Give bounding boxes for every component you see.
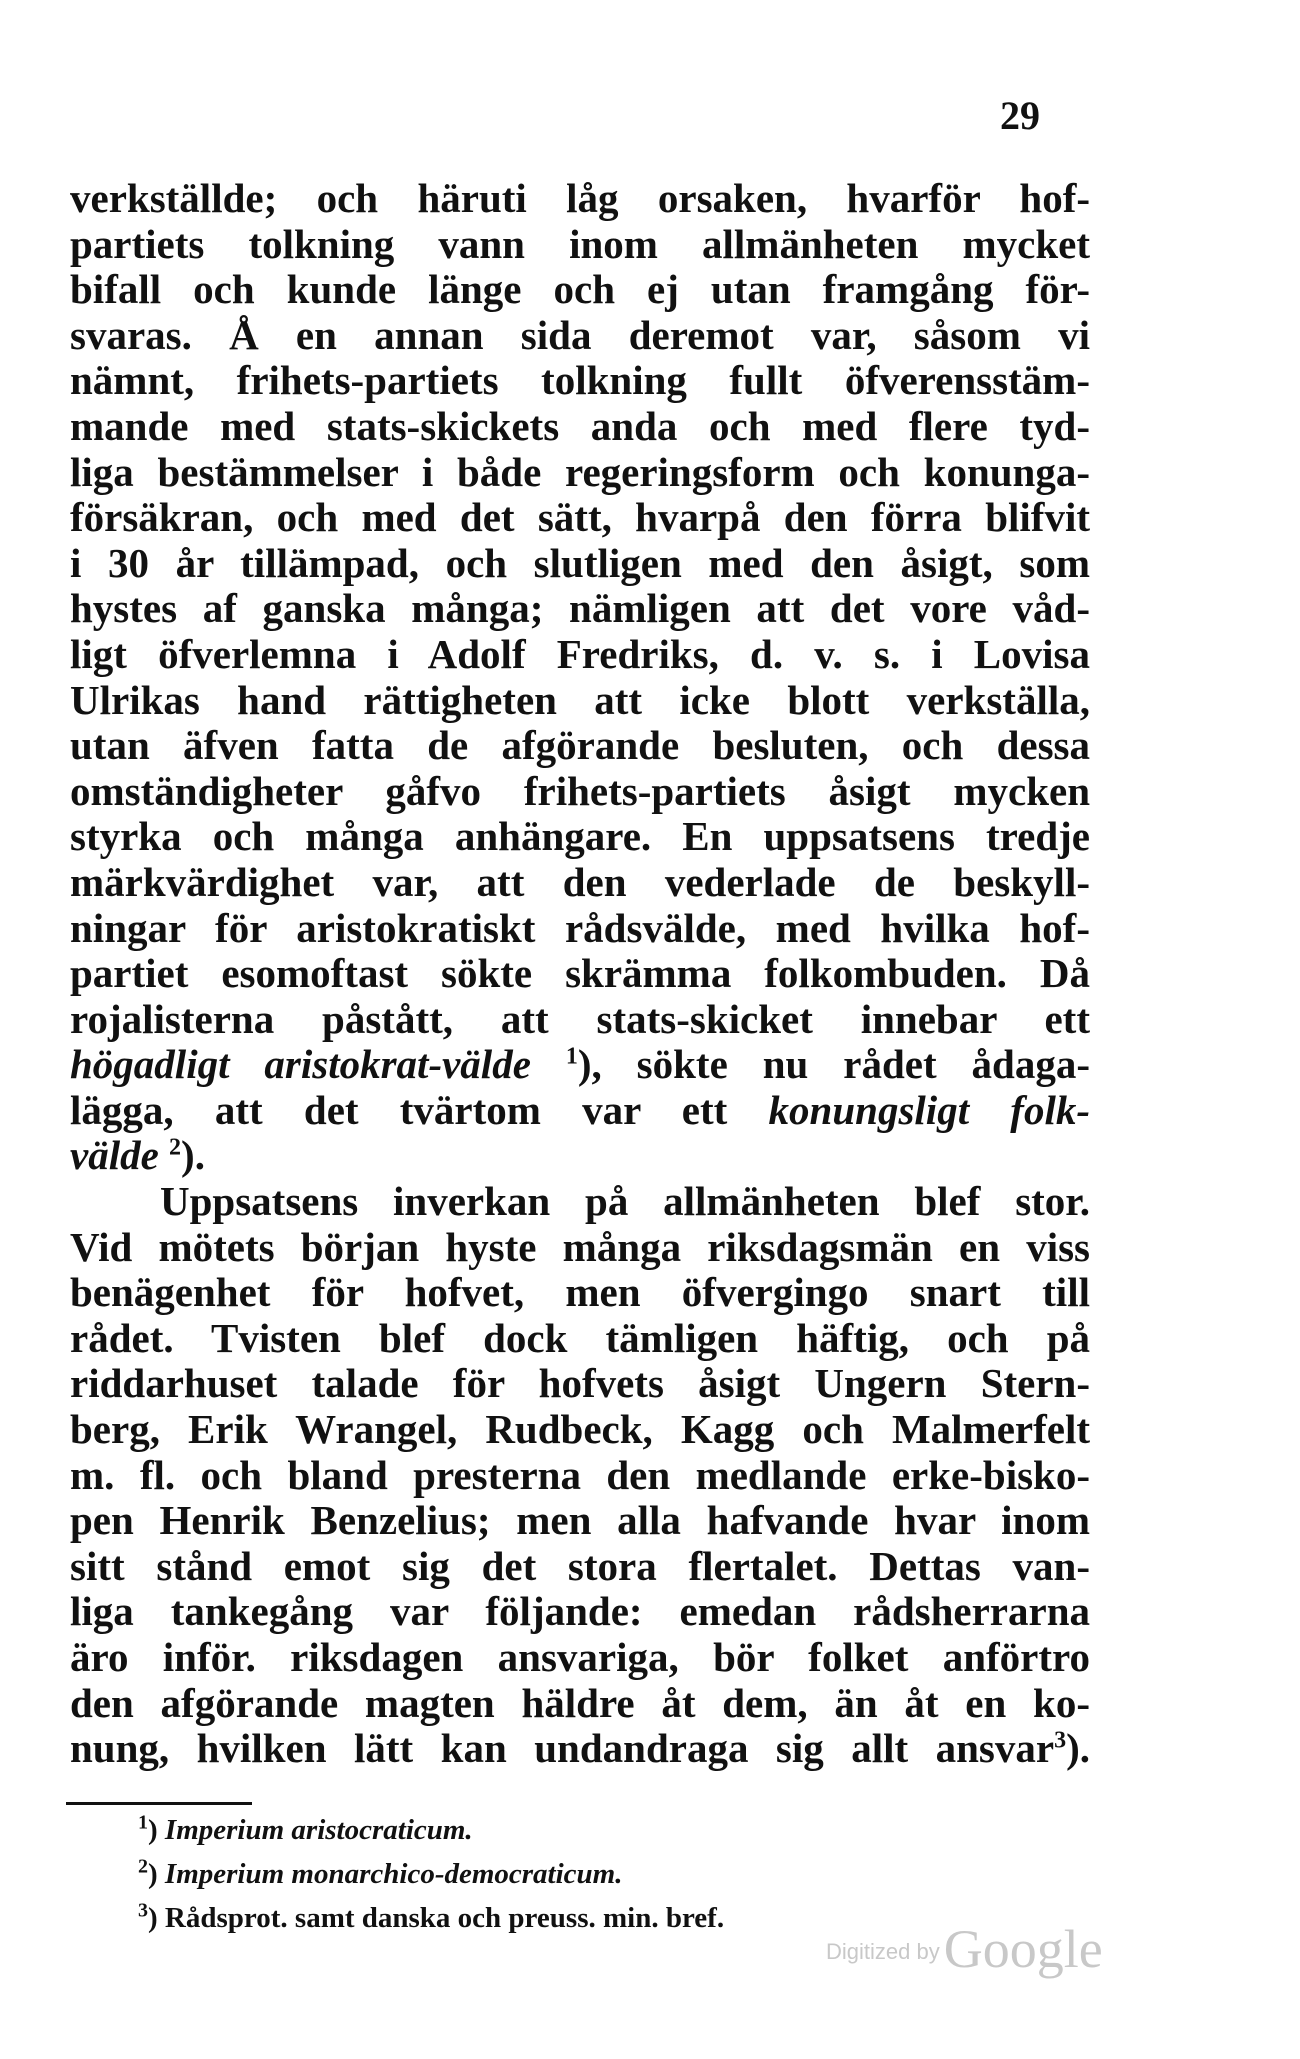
text-line: liga tankegång var följande: emedan rådsherrarna xyxy=(70,1588,1090,1635)
text-line: partiets tolkning vann inom allmänheten mycket xyxy=(70,220,1090,267)
text-line: ligt öfverlemna i Adolf Fredriks, d. v. s. i Lovisa xyxy=(70,630,1090,677)
italic-phrase: välde xyxy=(70,1132,159,1179)
footnote-paren: ) xyxy=(148,1902,158,1934)
text-line: omständigheter gåfvo frihets-partiets åsigt mycken xyxy=(70,767,1090,814)
google-logo: Google xyxy=(943,1919,1103,1979)
text-line: m. fl. och bland presterna den medlande erke-bisko- xyxy=(70,1451,1090,1498)
text-segment: ). xyxy=(1066,1725,1090,1772)
text-line: rådet. Tvisten blef dock tämligen häftig, och på xyxy=(70,1314,1090,1361)
text-line: märkvärdighet var, att den vederlade de beskyll- xyxy=(70,858,1090,905)
watermark-prefix: Digitized by xyxy=(826,1939,940,1964)
text-line: hystes af ganska många; nämligen att det vore våd- xyxy=(70,585,1090,632)
page-number: 29 xyxy=(1000,93,1040,138)
text-line: pen Henrik Benzelius; men alla hafvande hvar inom xyxy=(70,1497,1090,1544)
text-line: försäkran, och med det sätt, hvarpå den förra blifvit xyxy=(70,494,1090,541)
text-line xyxy=(70,1042,1090,1088)
text-line: riddarhuset talade för hofvets åsigt Ungern Stern- xyxy=(70,1360,1090,1407)
text-line: rojalisterna påstått, att stats-skicket innebar ett xyxy=(70,995,1090,1042)
text-line: liga bestämmelser i både regeringsform och konunga- xyxy=(70,448,1090,495)
text-line: verkställde; och häruti låg orsaken, hvarför hof- xyxy=(70,175,1090,221)
text-line: utan äfven fatta de afgörande besluten, och dessa xyxy=(70,722,1090,769)
text-line: benägenhet för hofvet, men öfvergingo snart till xyxy=(70,1269,1090,1316)
text-line: bifall och kunde länge och ej utan framgång för- xyxy=(70,266,1090,313)
text-line: äro inför. riksdagen ansvariga, bör folket anförtro xyxy=(70,1634,1090,1680)
body-text xyxy=(70,176,1090,1772)
text-line: styrka och många anhängare. En uppsatsens tredje xyxy=(70,813,1090,860)
text-line: nämnt, frihets-partiets tolkning fullt öfverensstäm- xyxy=(70,357,1090,404)
text-line: svaras. Å en annan sida deremot var, såsom vi xyxy=(70,311,1090,358)
footnote-text: Imperium aristocraticum. xyxy=(164,1814,473,1846)
text-line: i 30 år tillämpad, och slutligen med den åsigt, som xyxy=(70,539,1090,586)
text-line xyxy=(70,1088,1090,1134)
footnote-text: Rådsprot. samt danska och preuss. min. bref. xyxy=(164,1902,725,1934)
text-segment: nung, hvilken lätt kan undandraga sig allt ansvar xyxy=(70,1725,1055,1772)
digitized-watermark xyxy=(826,1918,1103,1980)
italic-phrase: högadligt aristokrat-välde xyxy=(70,1041,531,1088)
text-segment: lägga, att det tvärtom var ett xyxy=(70,1086,769,1133)
text-line: Vid mötets början hyste många riksdagsmän en viss xyxy=(70,1223,1090,1270)
footnote-reference: 2 xyxy=(169,1134,182,1161)
text-line: mande med stats-skickets anda och med flere tyd- xyxy=(70,402,1090,449)
footnote-reference: 3 xyxy=(1054,1727,1067,1754)
italic-phrase: konungsligt folk- xyxy=(768,1086,1090,1133)
footnote-text: Imperium monarchico-democraticum. xyxy=(164,1858,623,1890)
footnote xyxy=(138,1896,724,1940)
text-line: ningar för aristokratiskt rådsvälde, med hvilka hof- xyxy=(70,904,1090,951)
footnote-marker: 2 xyxy=(138,1855,148,1878)
text-segment: ), sökte nu rådet ådaga- xyxy=(577,1041,1090,1088)
text-line: berg, Erik Wrangel, Rudbeck, Kagg och Malmerfelt xyxy=(70,1406,1090,1453)
footnote-reference: 1 xyxy=(565,1043,578,1070)
text-line xyxy=(70,1726,1090,1772)
footnote-paren: ) xyxy=(148,1858,158,1890)
footnote xyxy=(138,1852,724,1896)
text-line: Ulrikas hand rättigheten att icke blott verkställa, xyxy=(70,676,1090,723)
footnote xyxy=(138,1808,724,1852)
text-line xyxy=(70,1133,1090,1179)
footnote-paren: ) xyxy=(148,1814,158,1846)
footnote-marker: 3 xyxy=(138,1899,148,1922)
text-line: Uppsatsens inverkan på allmänheten blef stor. xyxy=(160,1178,1090,1225)
footnotes xyxy=(138,1808,724,1940)
footnote-marker: 1 xyxy=(138,1811,148,1834)
text-line: sitt stånd emot sig det stora flertalet. Dettas van- xyxy=(70,1542,1090,1589)
text-line: partiet esomoftast sökte skrämma folkombuden. Då xyxy=(70,950,1090,997)
footnote-divider xyxy=(66,1802,252,1805)
text-line: den afgörande magten häldre åt dem, än åt en ko- xyxy=(70,1679,1090,1726)
text-segment: ). xyxy=(181,1132,205,1179)
